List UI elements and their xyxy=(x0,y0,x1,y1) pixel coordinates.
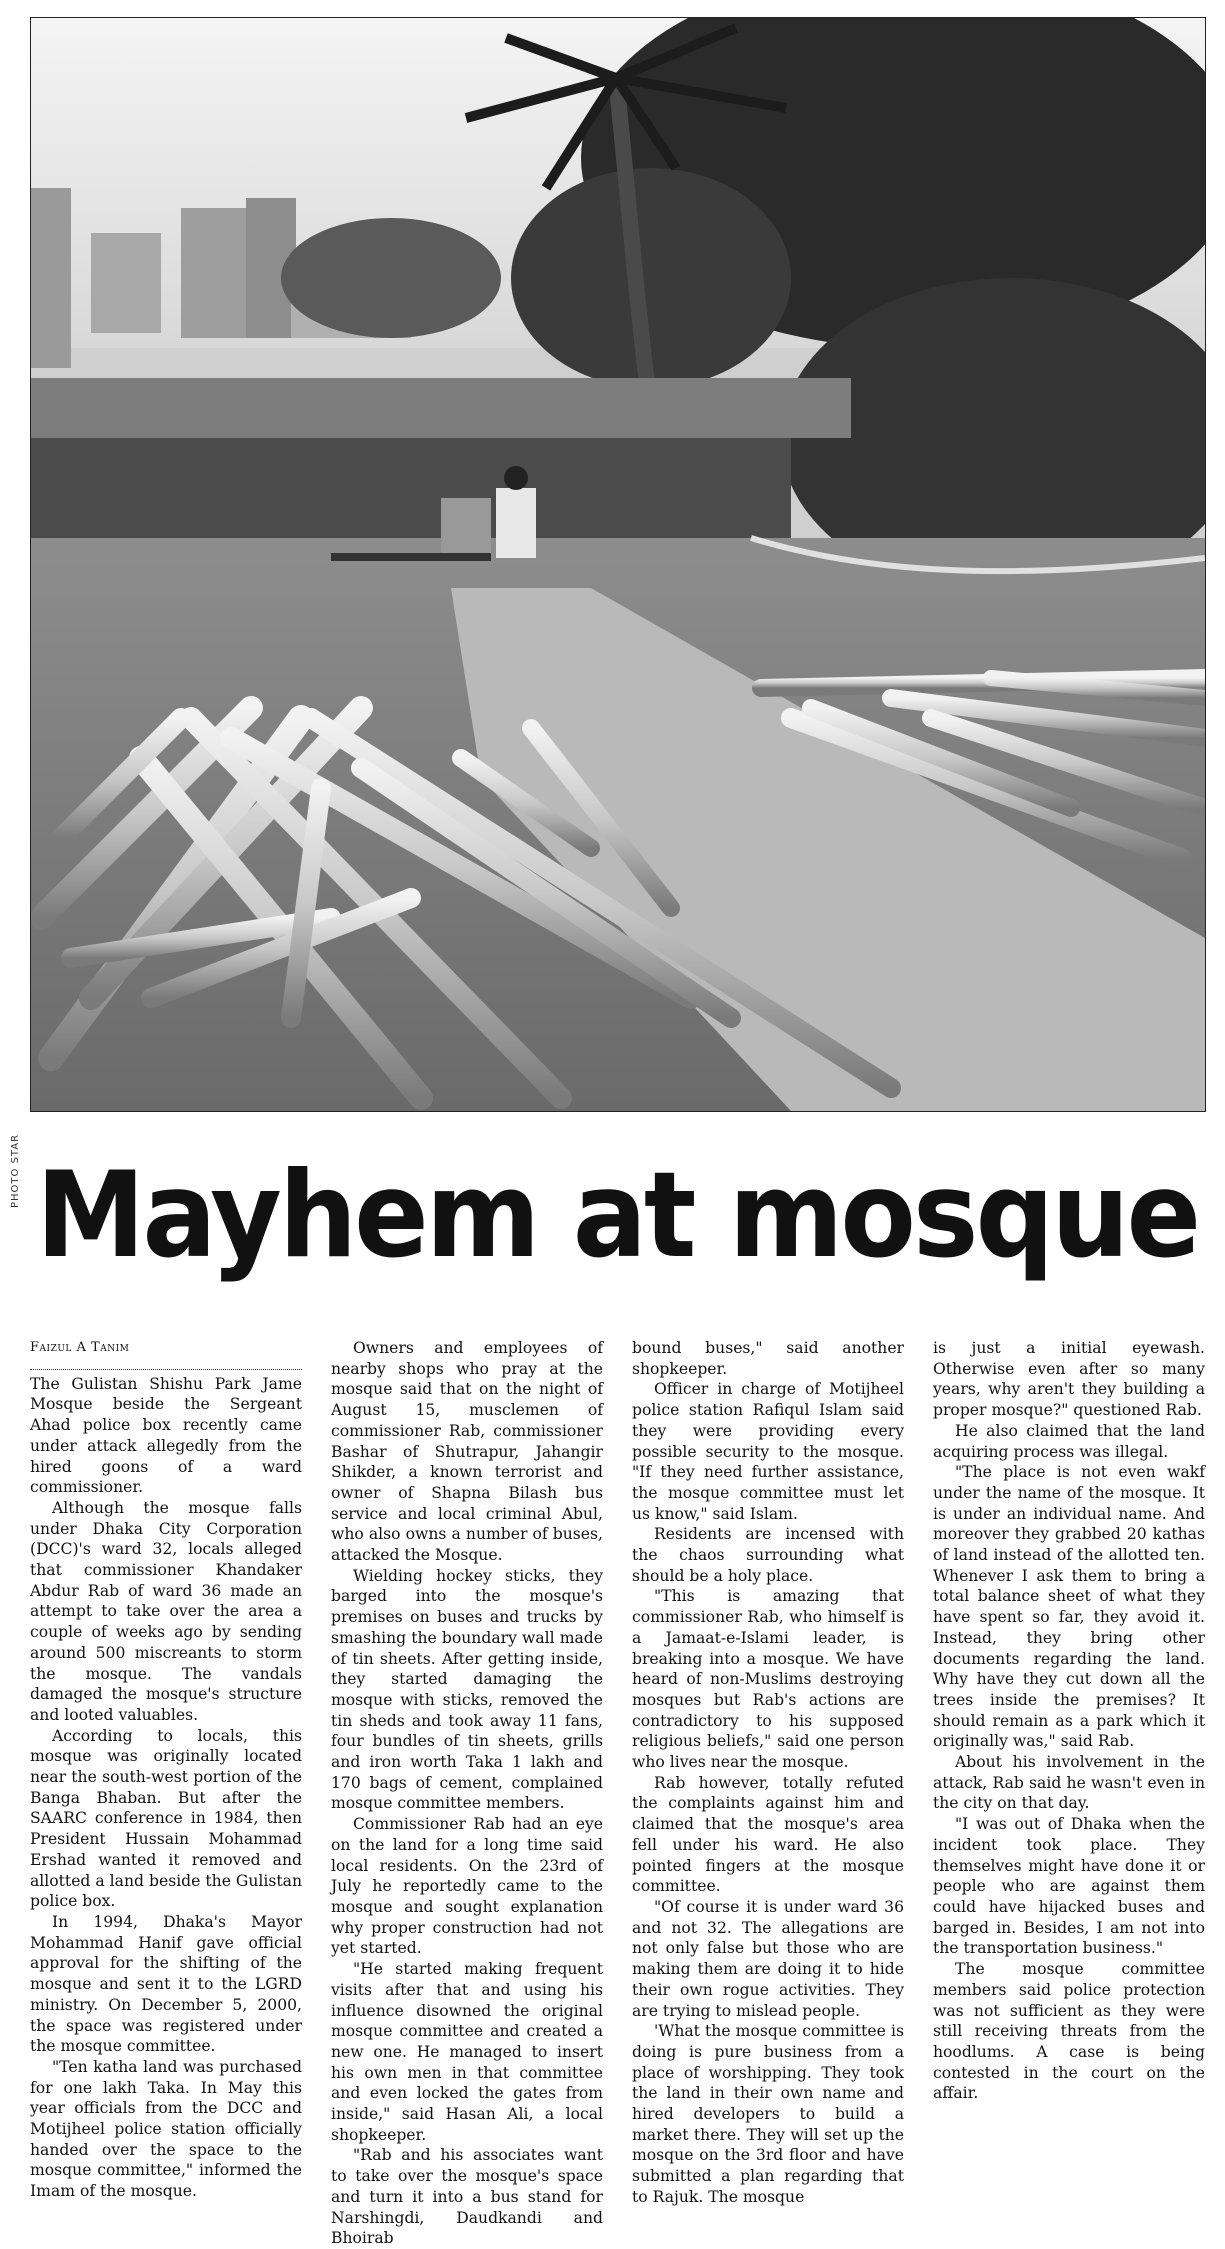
paragraph: "Rab and his associates want to take over the mosque's space and turn it into a bus stand for Narshingdi, Daudkandi and Bhoirab xyxy=(331,2146,603,2248)
paragraph: Commissioner Rab had an eye on the land for a long time said local residents. On the 23rd of July he reportedly came to the mosque and sought explanation why proper construction had not yet started. xyxy=(331,1815,603,1958)
paragraph: The mosque committee members said police protection was not sufficient as they were still receiving threats from the hoodlums. A case is being contested in the court on the affair. xyxy=(933,1960,1205,2103)
article-column-3 xyxy=(632,1338,904,2208)
paragraph: In 1994, Dhaka's Mayor Mohammad Hanif gave official approval for the shifting of the mosque and sent it to the LGRD ministry. On December 5, 2000, the space was registered under the mosque committee. xyxy=(30,1912,302,2056)
page-title: Mayhem at mosque xyxy=(35,1145,1199,1284)
paragraph: About his involvement in the attack, Rab said he wasn't even in the city on that day. xyxy=(933,1753,1205,1813)
paragraph: "This is amazing that commissioner Rab, who himself is a Jamaat-e-Islami leader, is breaking into a mosque. We have heard of non-Muslims destroying mosques but Rab's actions are contradictory to his supposed religious beliefs," said one person who lives near the mosque. xyxy=(632,1587,904,1772)
paragraph: Owners and employees of nearby shops who pray at the mosque said that on the night of August 15, musclemen of commissioner Rab, commissioner Bashar of Shutrapur, Jahangir Shikder, a known terrorist and owner of Shapna Bilash bus service and local criminal Abul, who also owns a number of buses, attacked the Mosque. xyxy=(331,1339,603,1565)
paragraph: Rab however, totally refuted the complaints against him and claimed that the mosque's area fell under his ward. He also pointed fingers at the mosque committee. xyxy=(632,1773,904,1896)
paragraph: He also claimed that the land acquiring process was illegal. xyxy=(933,1421,1205,1461)
paragraph: Officer in charge of Motijheel police station Rafiqul Islam said they were providing every possible security to the mosque. "If they need further assistance, the mosque committee must let us know," said Islam. xyxy=(632,1380,904,1523)
paragraph: Wielding hockey sticks, they barged into the mosque's premises on buses and trucks by smashing the boundary wall made of tin sheets. After getting inside, they started damaging the mosque with sticks, removed the tin sheds and took away 11 fans, four bundles of tin sheets, grills and iron worth Taka 1 lakh and 170 bags of cement, complained mosque committee members. xyxy=(331,1566,603,1813)
paragraph: Residents are incensed with the chaos surrounding what should be a holy place. xyxy=(632,1525,904,1585)
paragraph: According to locals, this mosque was originally located near the south-west portion of the Banga Bhaban. But after the SAARC conference in 1984, then President Hussain Mohammad Ershad wanted it removed and allotted a land beside the Gulistan police box. xyxy=(30,1726,302,1911)
paragraph: "Ten katha land was purchased for one lakh Taka. In May this year officials from the DCC and Motijheel police station officially handed over the space to the mosque committee," informed the Imam of the mosque. xyxy=(30,2057,302,2201)
news-photo xyxy=(30,17,1206,1112)
paragraph: bound buses," said another shopkeeper. xyxy=(632,1339,904,1378)
article-column-4 xyxy=(933,1338,1205,2104)
paragraph: is just a initial eyewash. Otherwise even after so many years, why aren't they building a proper mosque?" questioned Rab. xyxy=(933,1339,1205,1420)
paragraph: "He started making frequent visits after that and using his influence disowned the original mosque committee and created a new one. He managed to insert his own men in that committee and even locked the gates from inside," said Hasan Ali, a local shopkeeper. xyxy=(331,1960,603,2144)
paragraph: "The place is not even wakf under the name of the mosque. It is under an individual name. And moreover they grabbed 20 kathas of land instead of the allotted ten. Whenever I ask them to bring a total balance sheet of what they have spent so far, they avoid it. Instead, they bring other documents regarding the land. Why have they cut down all the trees inside the premises? It should remain as a park which it originally was," said Rab. xyxy=(933,1463,1205,1751)
paragraph: "I was out of Dhaka when the incident took place. They themselves might have done it or people who are against them could have hijacked buses and barged in. Besides, I am not into the transportation business." xyxy=(933,1815,1205,1958)
paragraph: The Gulistan Shishu Park Jame Mosque beside the Sergeant Ahad police box recently came under attack allegedly from the hired goons of a ward commissioner. xyxy=(30,1374,302,1497)
paragraph: Although the mosque falls under Dhaka City Corporation (DCC)'s ward 32, locals alleged that commissioner Khandaker Abdur Rab of ward 36 made an attempt to take over the area a couple of weeks ago by sending around 500 miscreants to storm the mosque. The vandals damaged the mosque's structure and looted valuables. xyxy=(30,1498,302,1724)
article-column-2 xyxy=(331,1338,603,2249)
article-body xyxy=(30,1338,1210,2248)
byline-divider xyxy=(30,1365,302,1370)
article-column-1 xyxy=(30,1338,302,2202)
paragraph: "Of course it is under ward 36 and not 32. The allegations are not only false but those who are making them are doing it to hide their own rogue activities. They are trying to mislead people. xyxy=(632,1897,904,2020)
park-bamboo-photo-icon xyxy=(31,18,1205,1111)
paragraph: 'What the mosque committee is doing is pure business from a place of worshipping. They took the land in their own name and hired developers to build a market there. They will set up the mosque on the 3rd floor and have submitted a plan regarding that to Rajuk. The mosque xyxy=(632,2022,904,2206)
byline: Faizul A Tanim xyxy=(30,1340,130,1355)
photo-credit: PHOTO STAR xyxy=(10,1133,21,1208)
